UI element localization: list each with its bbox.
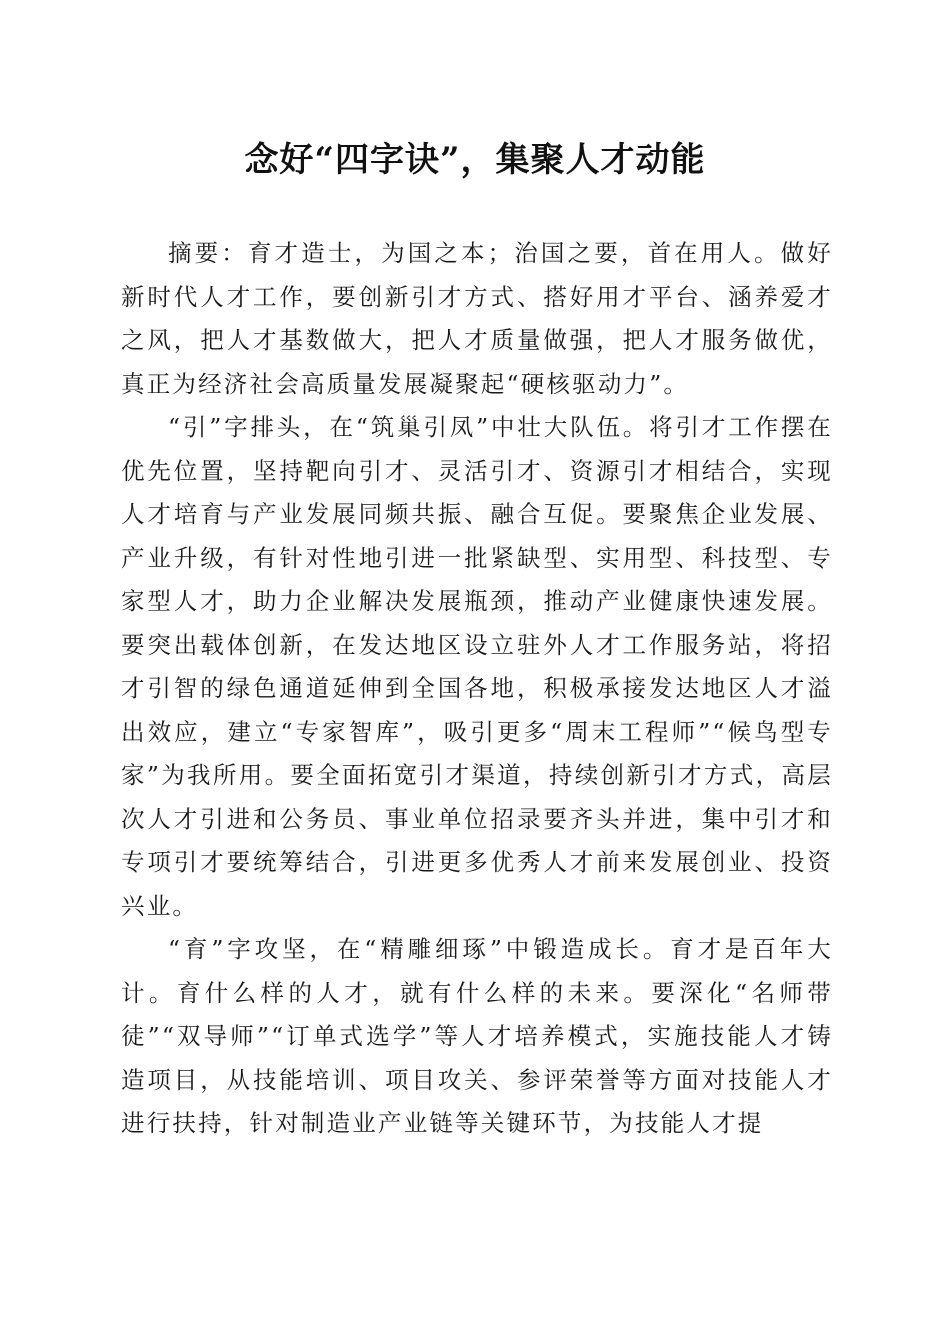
page-title: 念好“四字诀”，集聚人才动能 bbox=[244, 140, 706, 180]
abstract-paragraph: 摘要：育才造士，为国之本；治国之要，首在用人。做好新时代人才工作，要创新引才方式、搭好用才平台、涵养爱才之风，把人才基数做大，把人才质量做强，把人才服务做优，真正为经济社会高质量发展凝聚起“硬核驱动力”。 bbox=[121, 239, 833, 398]
paragraph-cultivate: “育”字攻坚，在“精雕细琢”中锻造成长。育才是百年大计。育什么样的人才，就有什么样的未来。要深化“名师带徒”“双导师”“订单式选学”等人才培养模式，实施技能人才铸造项目，从技能培训、项目攻关、参评荣誉等方面对技能人才进行扶持，针对制造业产业链等关键环节，为技能人才提 bbox=[121, 935, 833, 1137]
paragraph-attract: “引”字排头，在“筑巢引凤”中壮大队伍。将引才工作摆在优先位置，坚持靶向引才、灵活引才、资源引才相结合，实现人才培育与产业发展同频共振、融合互促。要聚焦企业发展、产业升级，有针对性地引进一批紧缺型、实用型、科技型、专家型人才，助力企业解决发展瓶颈，推动产业健康快速发展。要突出载体创新，在发达地区设立驻外人才工作服务站，将招才引智的绿色通道延伸到全国各地，积极承接发达地区人才溢出效应，建立“专家智库”，吸引更多“周末工程师”“候鸟型专家”为我所用。要全面拓宽引才渠道，持续创新引才方式，高层次人才引进和公务员、事业单位招录要齐头并进，集中引才和专项引才要统筹结合，引进更多优秀人才前来发展创业、投资兴业。 bbox=[121, 413, 833, 920]
document-body bbox=[121, 232, 833, 1146]
